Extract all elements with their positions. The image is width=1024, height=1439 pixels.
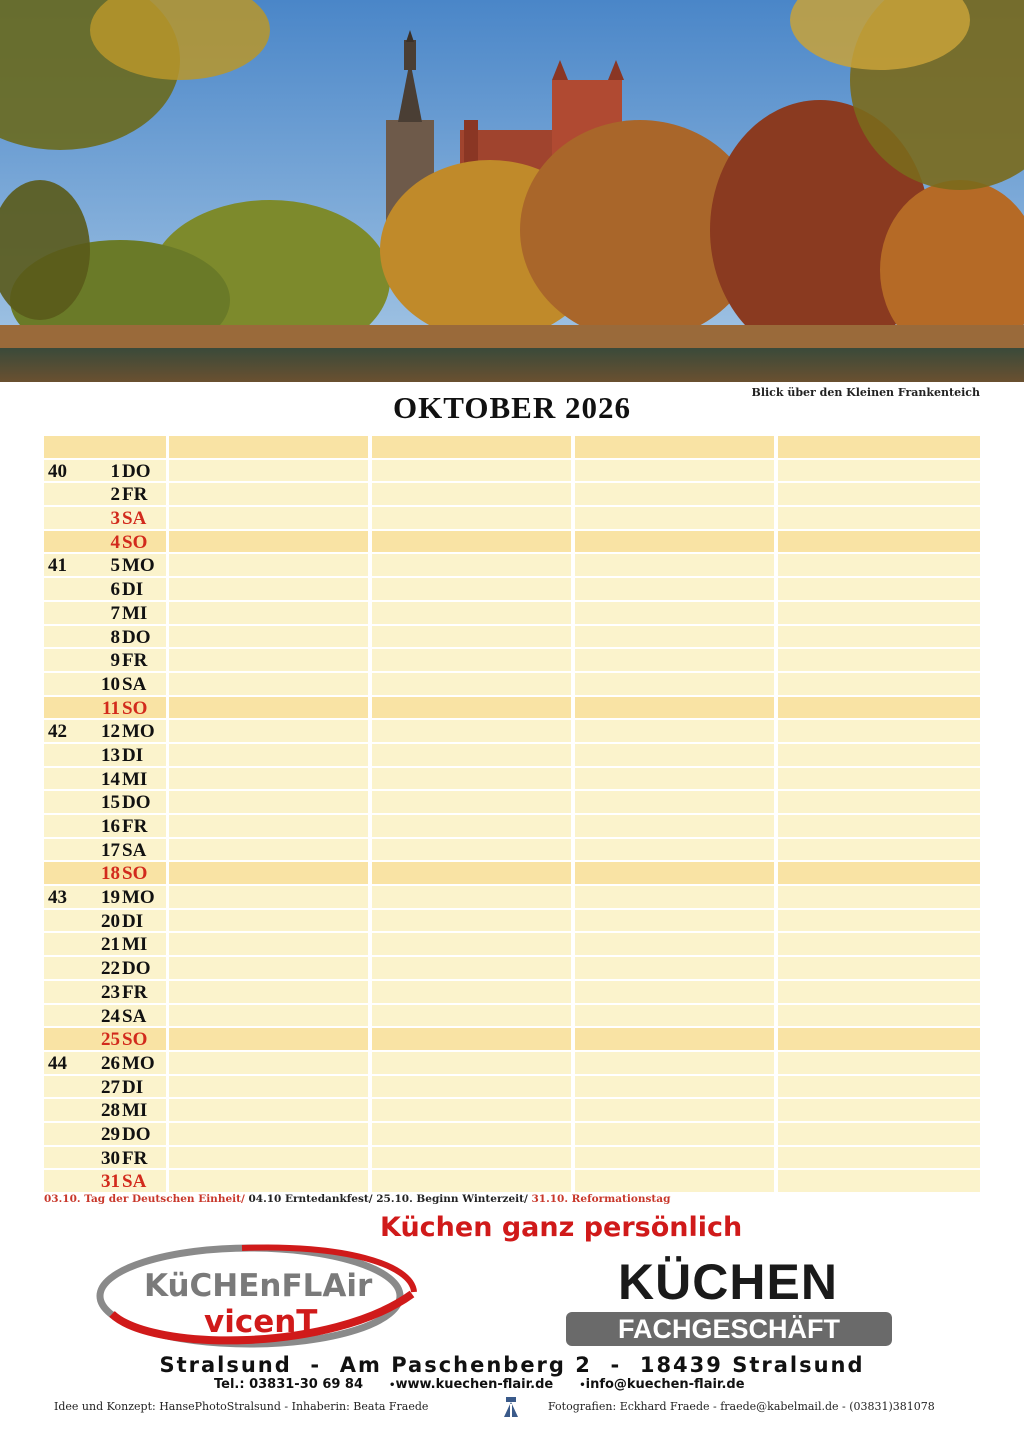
note-cell[interactable] [575, 886, 774, 908]
note-cell[interactable] [372, 957, 571, 979]
note-cell[interactable] [372, 1005, 571, 1027]
day-label-cell [44, 507, 166, 529]
day-row [44, 957, 980, 981]
note-cell[interactable] [169, 483, 368, 505]
note-cell[interactable] [372, 791, 571, 813]
day-row [44, 697, 980, 721]
note-cell[interactable] [575, 483, 774, 505]
day-number: 24 [101, 1005, 120, 1027]
note-cell[interactable] [575, 554, 774, 576]
note-cell[interactable] [372, 649, 571, 671]
note-cell[interactable] [575, 791, 774, 813]
note-cell[interactable] [372, 673, 571, 695]
day-number: 9 [110, 650, 120, 672]
week-number: 42 [48, 721, 67, 743]
day-label-cell [44, 602, 166, 624]
note-cell[interactable] [575, 1099, 774, 1121]
weekday-name: SA [122, 839, 147, 861]
note-cell[interactable] [372, 815, 571, 837]
note-cell[interactable] [575, 578, 774, 600]
note-cell[interactable] [169, 1052, 368, 1074]
note-cell[interactable] [169, 768, 368, 790]
day-number: 29 [101, 1123, 120, 1145]
note-cell[interactable] [169, 531, 368, 553]
day-row [44, 862, 980, 886]
logo-left-line1: KüCHEnFLAir [144, 1268, 373, 1304]
weekday-name: DO [122, 958, 151, 980]
day-number: 17 [101, 839, 120, 861]
day-number: 12 [101, 721, 120, 743]
day-number: 13 [101, 744, 120, 766]
kuechenflair-swoosh-logo [92, 1234, 424, 1354]
note-cell[interactable] [169, 862, 368, 884]
note-cell[interactable] [575, 507, 774, 529]
day-row [44, 1052, 980, 1076]
day-row [44, 460, 980, 484]
note-cell[interactable] [778, 507, 980, 529]
day-row [44, 673, 980, 697]
note-cell[interactable] [169, 910, 368, 932]
note-cell[interactable] [169, 673, 368, 695]
day-row [44, 910, 980, 934]
note-cell[interactable] [575, 460, 774, 482]
note-cell[interactable] [778, 602, 980, 624]
note-cell[interactable] [778, 1147, 980, 1169]
month-title: OKTOBER 2026 [393, 390, 631, 425]
day-row [44, 531, 980, 555]
note-cell[interactable] [778, 1005, 980, 1027]
note-cell[interactable] [169, 957, 368, 979]
weekday-name: FR [122, 981, 148, 1003]
weekday-name: MI [122, 934, 148, 956]
day-number: 14 [101, 768, 120, 790]
note-cell[interactable] [575, 531, 774, 553]
note-cell[interactable] [372, 1099, 571, 1121]
day-row [44, 1005, 980, 1029]
day-number: 15 [101, 792, 120, 814]
note-cell[interactable] [778, 1099, 980, 1121]
note-cell[interactable] [778, 531, 980, 553]
note-cell[interactable] [372, 744, 571, 766]
note-cell[interactable] [169, 697, 368, 719]
header-cell [575, 436, 774, 458]
note-cell[interactable] [372, 697, 571, 719]
weekday-name: MO [122, 1052, 155, 1074]
week-number: 44 [48, 1052, 67, 1074]
day-row [44, 720, 980, 744]
day-row [44, 1123, 980, 1147]
note-cell[interactable] [778, 839, 980, 861]
note-cell[interactable] [372, 507, 571, 529]
note-cell[interactable] [778, 1052, 980, 1074]
day-number: 16 [101, 816, 120, 837]
email-link[interactable]: info@kuechen-flair.de [585, 1377, 745, 1392]
note-cell[interactable] [778, 554, 980, 576]
header-cell [44, 436, 166, 458]
day-label-cell [44, 483, 166, 505]
day-row [44, 649, 980, 673]
day-number: 5 [110, 555, 120, 577]
note-cell[interactable] [778, 1028, 980, 1050]
note-cell[interactable] [778, 910, 980, 932]
weekday-name: MI [122, 1100, 148, 1122]
note-cell[interactable] [575, 720, 774, 742]
weekday-name: SA [122, 1171, 147, 1193]
note-cell[interactable] [169, 460, 368, 482]
day-number: 19 [101, 887, 120, 909]
header-cell [778, 436, 980, 458]
weekday-name: SO [122, 1029, 148, 1051]
website-link[interactable]: www.kuechen-flair.de [395, 1377, 554, 1392]
day-row [44, 933, 980, 957]
header-cell [169, 436, 368, 458]
note-cell[interactable] [169, 578, 368, 600]
note-cell[interactable] [169, 1005, 368, 1027]
weekday-name: SO [122, 863, 148, 885]
note-cell[interactable] [169, 791, 368, 813]
note-cell[interactable] [778, 886, 980, 908]
autumn-landscape-photo [0, 0, 1024, 382]
separator-dot: • [579, 1380, 586, 1391]
weekday-name: DO [122, 792, 151, 814]
weekday-name: MO [122, 555, 155, 577]
credits-photography: Fotografien: Eckhard Fraede - fraede@kabelmail.de - (03831)381078 [548, 1400, 935, 1413]
note-cell[interactable] [372, 839, 571, 861]
holiday-note: 31.10. Reformationstag [527, 1193, 671, 1205]
note-cell[interactable] [778, 768, 980, 790]
note-cell[interactable] [372, 554, 571, 576]
note-cell[interactable] [372, 1147, 571, 1169]
day-label-cell [44, 578, 166, 600]
day-row [44, 578, 980, 602]
phone-number: Tel.: 03831-30 69 84 [214, 1377, 364, 1392]
kuechen-fachgeschaeft-logo [562, 1256, 894, 1348]
note-cell[interactable] [778, 626, 980, 648]
note-cell[interactable] [575, 1170, 774, 1192]
day-number: 1 [110, 460, 120, 482]
note-cell[interactable] [372, 1052, 571, 1074]
day-label-cell [44, 531, 166, 553]
note-cell[interactable] [372, 1076, 571, 1098]
day-number: 11 [102, 697, 120, 719]
note-cell[interactable] [575, 1052, 774, 1074]
weekday-name: MO [122, 721, 155, 743]
day-row [44, 1028, 980, 1052]
note-cell[interactable] [169, 886, 368, 908]
note-cell[interactable] [778, 483, 980, 505]
day-label-cell [44, 649, 166, 671]
note-cell[interactable] [169, 649, 368, 671]
note-cell[interactable] [778, 649, 980, 671]
note-cell[interactable] [372, 578, 571, 600]
weekday-name: DI [122, 579, 144, 601]
weekday-name: FR [122, 484, 148, 506]
week-number: 41 [48, 555, 67, 577]
day-row [44, 839, 980, 863]
day-row [44, 1099, 980, 1123]
day-number: 4 [110, 531, 120, 553]
note-cell[interactable] [778, 1076, 980, 1098]
weekday-name: MO [122, 887, 155, 909]
day-row [44, 507, 980, 531]
note-cell[interactable] [169, 507, 368, 529]
note-cell[interactable] [575, 649, 774, 671]
weekday-name: SA [122, 1005, 147, 1027]
day-row [44, 768, 980, 792]
note-cell[interactable] [778, 981, 980, 1003]
weekday-name: DO [122, 626, 151, 648]
logo-right-sub: FACHGESCHÄFT [618, 1314, 840, 1344]
day-row [44, 1147, 980, 1171]
day-number: 22 [101, 958, 120, 980]
weekday-name: FR [122, 1147, 148, 1169]
note-cell[interactable] [169, 1099, 368, 1121]
note-cell[interactable] [575, 768, 774, 790]
note-cell[interactable] [372, 483, 571, 505]
weekday-name: DI [122, 744, 144, 766]
note-cell[interactable] [169, 1147, 368, 1169]
note-cell[interactable] [372, 981, 571, 1003]
holiday-note: 04.10 Erntedankfest/ 25.10. Beginn Winterzeit/ [244, 1193, 528, 1205]
note-cell[interactable] [575, 1147, 774, 1169]
day-number: 8 [110, 626, 120, 648]
day-row [44, 602, 980, 626]
note-cell[interactable] [575, 673, 774, 695]
day-number: 21 [101, 934, 120, 956]
note-cell[interactable] [169, 815, 368, 837]
note-cell[interactable] [372, 602, 571, 624]
note-cell[interactable] [575, 697, 774, 719]
weekday-name: SO [122, 697, 148, 719]
day-row [44, 626, 980, 650]
note-cell[interactable] [778, 1170, 980, 1192]
calendar-header-row [44, 436, 980, 460]
day-row [44, 981, 980, 1005]
note-cell[interactable] [575, 839, 774, 861]
weekday-name: DI [122, 1076, 144, 1098]
day-number: 10 [101, 673, 120, 695]
day-number: 18 [101, 863, 120, 885]
note-cell[interactable] [372, 1028, 571, 1050]
note-cell[interactable] [372, 862, 571, 884]
note-cell[interactable] [372, 886, 571, 908]
photo-caption: Blick über den Kleinen Frankenteich [751, 386, 980, 399]
note-cell[interactable] [778, 744, 980, 766]
day-row [44, 1170, 980, 1194]
note-cell[interactable] [778, 460, 980, 482]
note-cell[interactable] [372, 768, 571, 790]
day-rows [44, 460, 980, 1194]
header-photo [0, 0, 1024, 382]
day-number: 27 [101, 1076, 120, 1098]
weekday-name: SA [122, 673, 147, 695]
day-row [44, 815, 980, 839]
note-cell[interactable] [575, 626, 774, 648]
weekday-name: FR [122, 650, 148, 672]
header-cell [372, 436, 571, 458]
day-number: 26 [101, 1052, 120, 1074]
note-cell[interactable] [169, 744, 368, 766]
note-cell[interactable] [575, 815, 774, 837]
day-number: 2 [110, 484, 120, 506]
note-cell[interactable] [575, 957, 774, 979]
note-cell[interactable] [778, 957, 980, 979]
day-number: 3 [110, 508, 120, 530]
note-cell[interactable] [575, 981, 774, 1003]
calendar-grid [44, 436, 980, 1194]
note-cell[interactable] [778, 578, 980, 600]
note-cell[interactable] [169, 1123, 368, 1145]
day-row [44, 483, 980, 507]
weekday-name: DO [122, 1123, 151, 1145]
note-cell[interactable] [169, 554, 368, 576]
logo-left-line2: vicenT [204, 1304, 318, 1340]
note-cell[interactable] [778, 933, 980, 955]
note-cell[interactable] [169, 1076, 368, 1098]
day-number: 30 [101, 1147, 120, 1169]
note-cell[interactable] [169, 839, 368, 861]
separator-dot: • [389, 1380, 396, 1391]
note-cell[interactable] [372, 910, 571, 932]
note-cell[interactable] [575, 910, 774, 932]
day-number: 28 [101, 1100, 120, 1122]
holiday-notes [44, 1193, 670, 1205]
day-row [44, 554, 980, 578]
week-number: 43 [48, 887, 67, 909]
day-number: 23 [101, 981, 120, 1003]
week-number: 40 [48, 460, 67, 482]
day-number: 31 [101, 1171, 120, 1193]
contact-line [214, 1377, 745, 1392]
ad-slogan: Küchen ganz persönlich [380, 1212, 743, 1243]
weekday-name: DO [122, 460, 151, 482]
credits-concept: Idee und Konzept: HansePhotoStralsund - Inhaberin: Beata Fraede [54, 1400, 429, 1413]
note-cell[interactable] [169, 720, 368, 742]
note-cell[interactable] [778, 862, 980, 884]
note-cell[interactable] [575, 744, 774, 766]
note-cell[interactable] [169, 626, 368, 648]
note-cell[interactable] [575, 933, 774, 955]
note-cell[interactable] [372, 626, 571, 648]
weekday-name: DI [122, 910, 144, 932]
note-cell[interactable] [169, 933, 368, 955]
note-cell[interactable] [169, 981, 368, 1003]
note-cell[interactable] [575, 1028, 774, 1050]
note-cell[interactable] [778, 697, 980, 719]
day-number: 25 [101, 1029, 120, 1051]
weekday-name: SO [122, 531, 148, 553]
weekday-name: MI [122, 768, 148, 790]
day-number: 7 [110, 602, 120, 624]
note-cell[interactable] [778, 1123, 980, 1145]
note-cell[interactable] [372, 933, 571, 955]
shop-address: Stralsund - Am Paschenberg 2 - 18439 Stralsund [159, 1353, 865, 1377]
day-row [44, 1076, 980, 1100]
kuechenflair-logo [92, 1234, 424, 1354]
note-cell[interactable] [372, 1123, 571, 1145]
weekday-name: FR [122, 816, 148, 837]
note-cell[interactable] [169, 602, 368, 624]
weekday-name: SA [122, 508, 147, 530]
note-cell[interactable] [372, 1170, 571, 1192]
note-cell[interactable] [575, 1123, 774, 1145]
camera-icon [500, 1396, 522, 1418]
day-row [44, 744, 980, 768]
day-row [44, 886, 980, 910]
note-cell[interactable] [575, 1005, 774, 1027]
note-cell[interactable] [372, 720, 571, 742]
note-cell[interactable] [372, 460, 571, 482]
day-row [44, 791, 980, 815]
note-cell[interactable] [575, 862, 774, 884]
day-number: 6 [110, 579, 120, 601]
weekday-name: MI [122, 602, 148, 624]
day-number: 20 [101, 910, 120, 932]
note-cell[interactable] [169, 1028, 368, 1050]
note-cell[interactable] [778, 720, 980, 742]
holiday-note: 03.10. Tag der Deutschen Einheit/ [44, 1193, 245, 1205]
note-cell[interactable] [778, 791, 980, 813]
note-cell[interactable] [169, 1170, 368, 1192]
note-cell[interactable] [575, 1076, 774, 1098]
note-cell[interactable] [778, 673, 980, 695]
logo-right-word: KÜCHEN [618, 1254, 838, 1310]
note-cell[interactable] [778, 815, 980, 837]
note-cell[interactable] [575, 602, 774, 624]
note-cell[interactable] [372, 531, 571, 553]
